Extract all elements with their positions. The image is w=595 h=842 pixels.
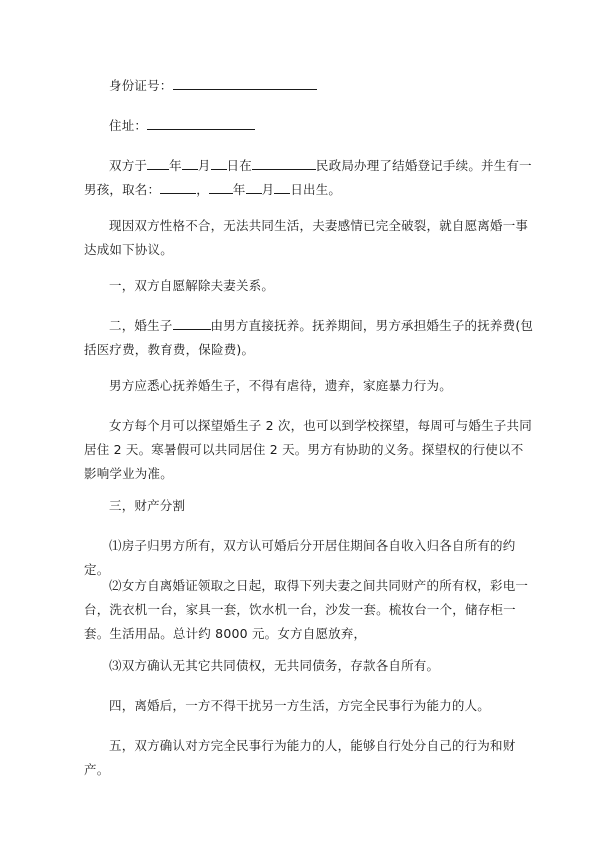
- text-segment: 民政局办理了结婚登记手续。并生有一男孩，取名：: [84, 158, 532, 197]
- clause-five: 五，双方确认对方完全民事行为能力的人，能够自行处分自己的行为和财产。: [84, 738, 516, 777]
- marriage-registration-paragraph: [84, 154, 534, 202]
- address-label: 住址：: [109, 118, 148, 133]
- birth-month-blank: [246, 179, 262, 194]
- clause-four: 四，离婚后，一方不得干扰另一方生活，方完全民事行为能力的人。: [109, 698, 491, 713]
- property-item-1: ⑴房子归男方所有，双方认可婚后分开居住期间各自收入归各自所有的约定。: [84, 538, 516, 577]
- text-segment: 年: [232, 182, 246, 197]
- child-blank: [173, 315, 211, 330]
- text-segment: ，: [196, 182, 209, 197]
- birth-day-blank: [274, 179, 290, 194]
- text-segment: 月: [261, 182, 275, 197]
- text-segment: 月: [197, 158, 211, 173]
- visitation-paragraph: 女方每个月可以探望婚生子 2 次，也可以到学校探望，每周可与婚生子共同居住 2 天。寒暑假可以共同居住 2 天。男方有协助的义务。探望权的行使以不影响学业为准。: [84, 418, 532, 481]
- text-segment: 二，婚生子: [109, 318, 173, 333]
- text-segment: 由男方直接抚养。抚养期间，男方承担婚生子的抚养费(包括医疗费，教育费，保险费)。: [84, 318, 534, 357]
- bureau-blank: [252, 155, 316, 170]
- text-segment: 年: [169, 158, 182, 173]
- id-number-label: 身份证号：: [109, 78, 173, 93]
- child-name-blank: [160, 179, 196, 194]
- year-blank: [147, 155, 169, 170]
- property-item-2: ⑵女方自离婚证领取之日起，取得下列夫妻之间共同财产的所有权，彩电一台，洗衣机一台，家具一套，饮水机一台，沙发一套。梳妆台一个，储存柜一套。生活用品。总计约 8000 元。女方自愿放弃，: [84, 578, 529, 641]
- text-segment: 日在: [226, 158, 252, 173]
- month-blank: [182, 155, 198, 170]
- clause-three-heading: 三，财产分割: [109, 498, 186, 513]
- address-line: [84, 114, 534, 138]
- id-number-blank: [173, 75, 317, 90]
- clause-one: 一，双方自愿解除夫妻关系。: [109, 278, 275, 293]
- id-number-line: [84, 74, 534, 98]
- text-segment: 双方于: [109, 158, 148, 173]
- reason-paragraph: 现因双方性格不合，无法共同生活，夫妻感情已完全破裂，就自愿离婚一事达成如下协议。: [84, 218, 529, 257]
- clause-two: [84, 314, 534, 362]
- care-paragraph: 男方应悉心抚养婚生子，不得有虐待，遗弃，家庭暴力行为。: [109, 378, 452, 393]
- address-blank: [147, 115, 255, 130]
- text-segment: 日出生。: [290, 182, 342, 197]
- birth-year-blank: [209, 179, 233, 194]
- day-blank: [211, 155, 227, 170]
- property-item-3: ⑶双方确认无其它共同债权，无共同债务，存款各自所有。: [109, 658, 440, 673]
